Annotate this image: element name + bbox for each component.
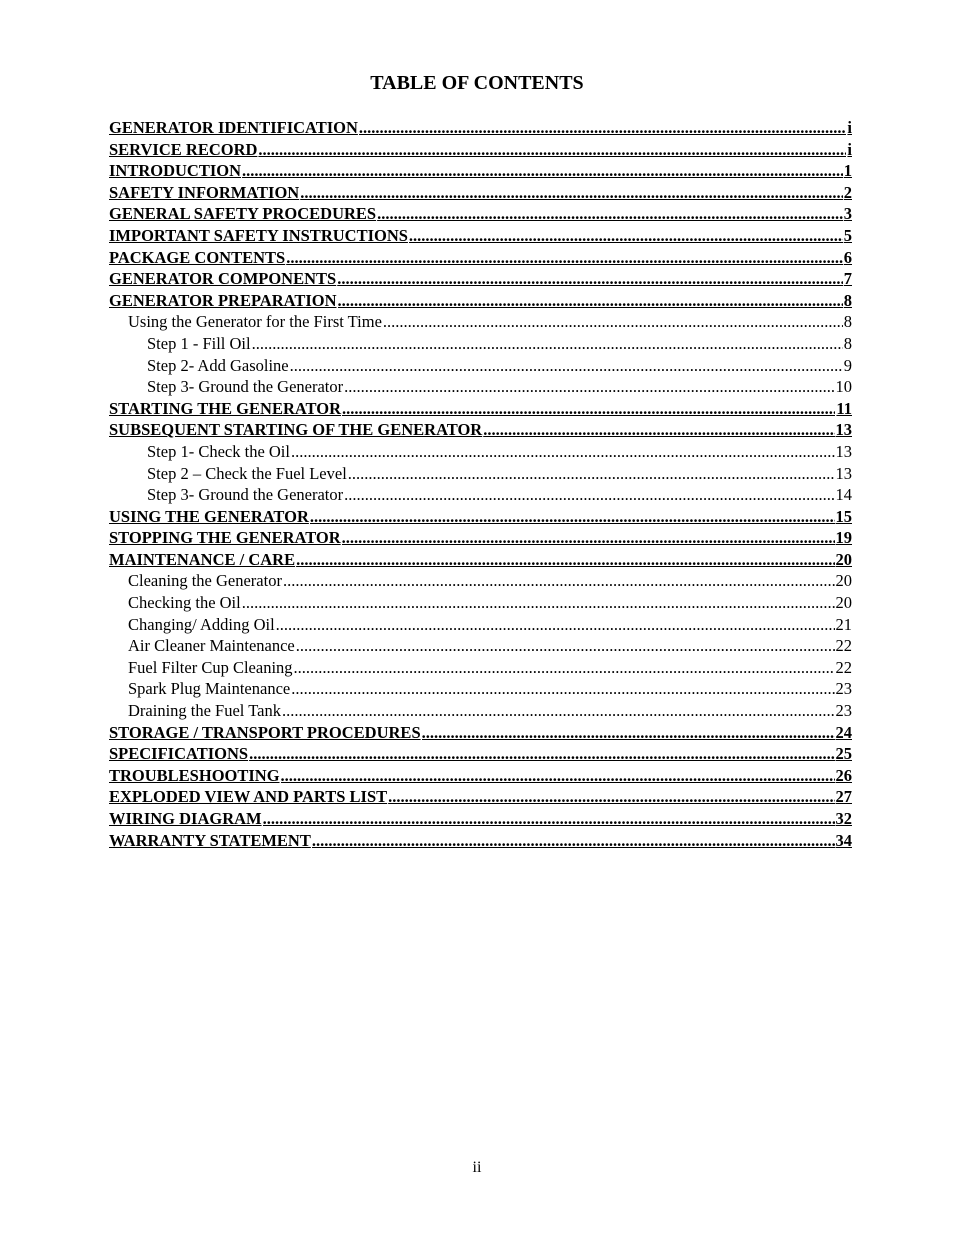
dot-leader — [409, 225, 843, 247]
toc-entry[interactable] — [109, 549, 852, 571]
toc-entry-title: STOPPING THE GENERATOR — [109, 528, 341, 548]
toc-entry-title: WARRANTY STATEMENT — [109, 830, 311, 850]
toc-entry-page: 19 — [835, 528, 852, 548]
toc-entry[interactable] — [109, 419, 852, 441]
dot-leader — [276, 614, 835, 636]
dot-leader — [422, 722, 835, 744]
toc-entry[interactable] — [109, 247, 852, 269]
dot-leader — [283, 570, 835, 592]
toc-entry[interactable] — [109, 117, 852, 139]
dot-leader — [291, 441, 835, 463]
toc-entry-page: 10 — [835, 377, 852, 397]
toc-entry[interactable] — [109, 225, 852, 247]
toc-entry[interactable] — [109, 441, 852, 463]
toc-entry-title: STORAGE / TRANSPORT PROCEDURES — [109, 722, 421, 742]
toc-entry[interactable] — [109, 398, 852, 420]
toc-entry[interactable] — [109, 484, 852, 506]
toc-entry-page: 8 — [843, 290, 852, 310]
dot-leader — [242, 160, 843, 182]
toc-entry-title: Cleaning the Generator — [128, 571, 282, 591]
toc-entry-page: 8 — [843, 333, 852, 353]
toc-entry-page: 23 — [835, 679, 852, 699]
toc-entry[interactable] — [109, 678, 852, 700]
page-title: TABLE OF CONTENTS — [370, 72, 584, 94]
toc-entry[interactable] — [109, 786, 852, 808]
toc-entry-page: 5 — [843, 225, 852, 245]
toc-entry-title: Step 1- Check the Oil — [147, 441, 290, 461]
toc-entry[interactable] — [109, 657, 852, 679]
dot-leader — [342, 398, 835, 420]
dot-leader — [342, 527, 835, 549]
toc-entry-page: 24 — [835, 722, 852, 742]
dot-leader — [290, 355, 843, 377]
dot-leader — [252, 333, 843, 355]
toc-entry-page: 22 — [835, 636, 852, 656]
toc-entry-page: 25 — [835, 744, 852, 764]
dot-leader — [296, 549, 834, 571]
toc-entry-page: 34 — [835, 830, 852, 850]
toc-entry-title: IMPORTANT SAFETY INSTRUCTIONS — [109, 225, 408, 245]
toc-entry[interactable] — [109, 808, 852, 830]
dot-leader — [344, 484, 834, 506]
toc-entry-title: PACKAGE CONTENTS — [109, 247, 286, 267]
toc-entry-page: 11 — [836, 398, 852, 418]
toc-entry[interactable] — [109, 570, 852, 592]
toc-entry-page: 15 — [835, 506, 852, 526]
toc-entry[interactable] — [109, 463, 852, 485]
toc-entry-title: EXPLODED VIEW AND PARTS LIST — [109, 787, 388, 807]
toc-entry-page: 22 — [835, 657, 852, 677]
toc-entry[interactable] — [109, 635, 852, 657]
toc-entry-page: 20 — [835, 571, 852, 591]
dot-leader — [348, 463, 835, 485]
toc-entry-title: Using the Generator for the First Time — [128, 312, 382, 332]
toc-entry-title: SUBSEQUENT STARTING OF THE GENERATOR — [109, 420, 483, 440]
dot-leader — [263, 808, 835, 830]
toc-entry-title: Step 1 - Fill Oil — [147, 333, 251, 353]
toc-entry[interactable] — [109, 743, 852, 765]
dot-leader — [282, 700, 835, 722]
toc-entry[interactable] — [109, 376, 852, 398]
footer-page-number: ii — [472, 1159, 482, 1176]
toc-entry-page: 13 — [835, 463, 852, 483]
toc-entry[interactable] — [109, 722, 852, 744]
toc-entry[interactable] — [109, 830, 852, 852]
toc-entry-title: GENERATOR COMPONENTS — [109, 269, 337, 289]
toc-entry[interactable] — [109, 527, 852, 549]
dot-leader — [483, 419, 834, 441]
toc-entry[interactable] — [109, 614, 852, 636]
toc-entry-page: i — [847, 139, 852, 159]
dot-leader — [310, 506, 835, 528]
toc-entry-page: 7 — [843, 269, 852, 289]
dot-leader — [359, 117, 846, 139]
toc-entry[interactable] — [109, 311, 852, 333]
dot-leader — [294, 657, 835, 679]
toc-entry[interactable] — [109, 182, 852, 204]
toc-entry[interactable] — [109, 333, 852, 355]
toc-entry-page: 20 — [835, 593, 852, 613]
dot-leader — [249, 743, 834, 765]
toc-entry-title: Spark Plug Maintenance — [128, 679, 291, 699]
toc-entry-title: GENERAL SAFETY PROCEDURES — [109, 204, 377, 224]
toc-entry-title: Step 2 – Check the Fuel Level — [147, 463, 347, 483]
toc-entry-title: USING THE GENERATOR — [109, 506, 309, 526]
toc-entry-page: 14 — [835, 485, 852, 505]
toc-entry-page: 6 — [843, 247, 852, 267]
toc-entry[interactable] — [109, 355, 852, 377]
toc-entry-title: GENERATOR IDENTIFICATION — [109, 118, 358, 137]
toc-entry-title: Draining the Fuel Tank — [128, 701, 281, 721]
toc-entry-page: 13 — [835, 420, 852, 440]
dot-leader — [338, 290, 843, 312]
dot-leader — [377, 203, 843, 225]
toc-entry-page: i — [847, 118, 852, 137]
toc-entry-title: SAFETY INFORMATION — [109, 182, 300, 202]
dot-leader — [281, 765, 835, 787]
dot-leader — [296, 635, 835, 657]
toc-entry-page: 9 — [843, 355, 852, 375]
toc-entry-page: 23 — [835, 701, 852, 721]
toc-entry-page: 26 — [835, 765, 852, 785]
toc-entry-page: 21 — [835, 614, 852, 634]
dot-leader — [242, 592, 835, 614]
toc-entry-page: 13 — [835, 441, 852, 461]
table-of-contents — [109, 117, 852, 851]
toc-entry[interactable] — [109, 765, 852, 787]
toc-entry-page: 1 — [843, 161, 852, 181]
toc-entry-title: WIRING DIAGRAM — [109, 809, 262, 828]
toc-entry-title: GENERATOR PREPARATION — [109, 290, 337, 310]
toc-entry-title: Step 3- Ground the Generator — [147, 377, 344, 397]
toc-entry[interactable] — [109, 139, 852, 161]
dot-leader — [388, 786, 834, 808]
toc-entry-title: MAINTENANCE / CARE — [109, 549, 296, 569]
toc-entry-title: SERVICE RECORD — [109, 139, 258, 159]
toc-entry-page: 3 — [843, 204, 852, 224]
toc-entry[interactable] — [109, 700, 852, 722]
dot-leader — [383, 311, 843, 333]
dot-leader — [312, 830, 835, 852]
toc-entry[interactable] — [109, 506, 852, 528]
toc-entry-page: 27 — [835, 787, 852, 807]
toc-entry-title: Fuel Filter Cup Cleaning — [128, 657, 293, 677]
toc-entry[interactable] — [109, 290, 852, 312]
toc-entry-page: 8 — [843, 312, 852, 332]
toc-entry[interactable] — [109, 203, 852, 225]
toc-entry-title: Checking the Oil — [128, 593, 241, 613]
dot-leader — [300, 182, 843, 204]
toc-entry[interactable] — [109, 268, 852, 290]
dot-leader — [286, 247, 843, 269]
toc-entry-page: 32 — [835, 809, 852, 828]
toc-entry-page: 2 — [843, 182, 852, 202]
toc-entry-title: Changing/ Adding Oil — [128, 614, 275, 634]
toc-entry[interactable] — [109, 592, 852, 614]
toc-entry-title: Step 2- Add Gasoline — [147, 355, 289, 375]
toc-entry-title: SPECIFICATIONS — [109, 744, 249, 764]
toc-entry-title: Air Cleaner Maintenance — [128, 636, 295, 656]
dot-leader — [344, 376, 834, 398]
toc-entry-title: Step 3- Ground the Generator — [147, 485, 344, 505]
toc-entry-title: INTRODUCTION — [109, 161, 242, 181]
toc-entry-title: STARTING THE GENERATOR — [109, 398, 342, 418]
toc-entry-title: TROUBLESHOOTING — [109, 765, 280, 785]
dot-leader — [337, 268, 843, 290]
dot-leader — [291, 678, 834, 700]
dot-leader — [258, 139, 846, 161]
toc-entry-page: 20 — [835, 549, 852, 569]
toc-entry[interactable] — [109, 160, 852, 182]
